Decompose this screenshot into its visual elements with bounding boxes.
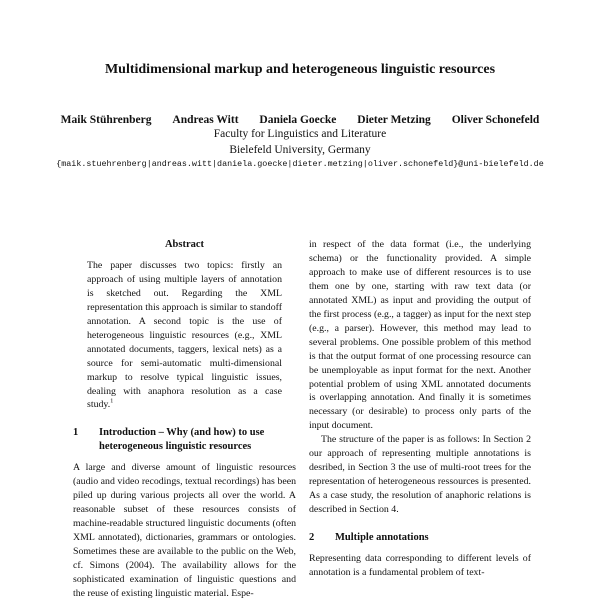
author-name: Oliver Schonefeld bbox=[451, 114, 540, 126]
section-title: Multiple annotations bbox=[335, 532, 429, 544]
section-1-paragraph: A large and diverse amount of linguistic resources (audio and video recodings, textual recordings) has been piled up during various projects all over the world. A reasonable subset of these resources consists of machine-readable structured linguistic documents (often XML annotated), dictionaries, grammars or ontologies. Sometimes these are available to the public on the Web, cf. Simons (2004). The availability allows for the sophisticated examination of linguistic questions and the reuse of existing linguistic material. Espe- bbox=[73, 462, 296, 600]
section-number: 2 bbox=[309, 532, 315, 544]
section-title: Introduction – Why (and how) to use heterogeneous linguistic resources bbox=[99, 427, 265, 453]
affiliation-faculty: Faculty for Linguistics and Literature bbox=[213, 128, 387, 140]
author-name: Dieter Metzing bbox=[357, 114, 431, 126]
paper-title: Multidimensional markup and heterogeneous linguistic resources bbox=[104, 62, 496, 77]
author-name: Andreas Witt bbox=[172, 114, 239, 126]
abstract-body: The paper discusses two topics: firstly an approach of using multiple layers of annotation is sketched out. Regarding the XML representation this approach is similar to standoff annotation. A second topic is the use of heterogeneous linguistic resources (e.g., XML annotated documents, taggers, lexical nets) as a source for semi-automatic multi-dimensional markup to resolve typical linguistic issues, dealing with anaphora resolution as a case study. bbox=[87, 259, 282, 411]
author-name: Daniela Goecke bbox=[259, 114, 337, 126]
section-number: 1 bbox=[73, 427, 79, 439]
abstract-heading: Abstract bbox=[164, 239, 205, 250]
footnote-mark: 1 bbox=[110, 398, 114, 406]
author-emails: {maik.stuehrenberg|andreas.witt|daniela.goecke|dieter.metzing|oliver.schonefeld}@uni-bielefeld.de bbox=[56, 159, 544, 169]
author-list bbox=[0, 114, 600, 126]
section-2-paragraph: Representing data corresponding to different levels of annotation is a fundamental problem of text- bbox=[309, 553, 531, 579]
affiliation-university: Bielefeld University, Germany bbox=[229, 144, 371, 156]
section-2-heading bbox=[309, 531, 531, 545]
abstract-text bbox=[87, 259, 282, 412]
section-1-heading bbox=[73, 426, 296, 454]
paragraph-continuation: in respect of the data format (i.e., the underlying schema) or the functionality provided. A simple approach to make use of different resources is to use them one by one, starting with raw text data (or annotated XML) as input and providing the output of the first process (e.g., a tagger) as input for the next step (e.g., a parser). However, this method may lead to several problems. One possible problem of this method is that the output format of one processing resource can be unemployable as input format for the next. Another potential problem of using XML annotated documents is overlapping annotation. And finally it is sometimes necessary (or desirable) to process only parts of the input document. bbox=[309, 239, 531, 432]
author-name: Maik Stührenberg bbox=[60, 114, 152, 126]
paper-structure-paragraph: The structure of the paper is as follows: In Section 2 our approach of representing multiple annotations is desribed, in Section 3 the use of multi-root trees for the representation of heterogeneous ressources is presented. As a case study, the resolution of anaphoric relations is described in Section 4. bbox=[309, 434, 531, 516]
right-column bbox=[309, 238, 531, 580]
left-column bbox=[73, 238, 296, 601]
